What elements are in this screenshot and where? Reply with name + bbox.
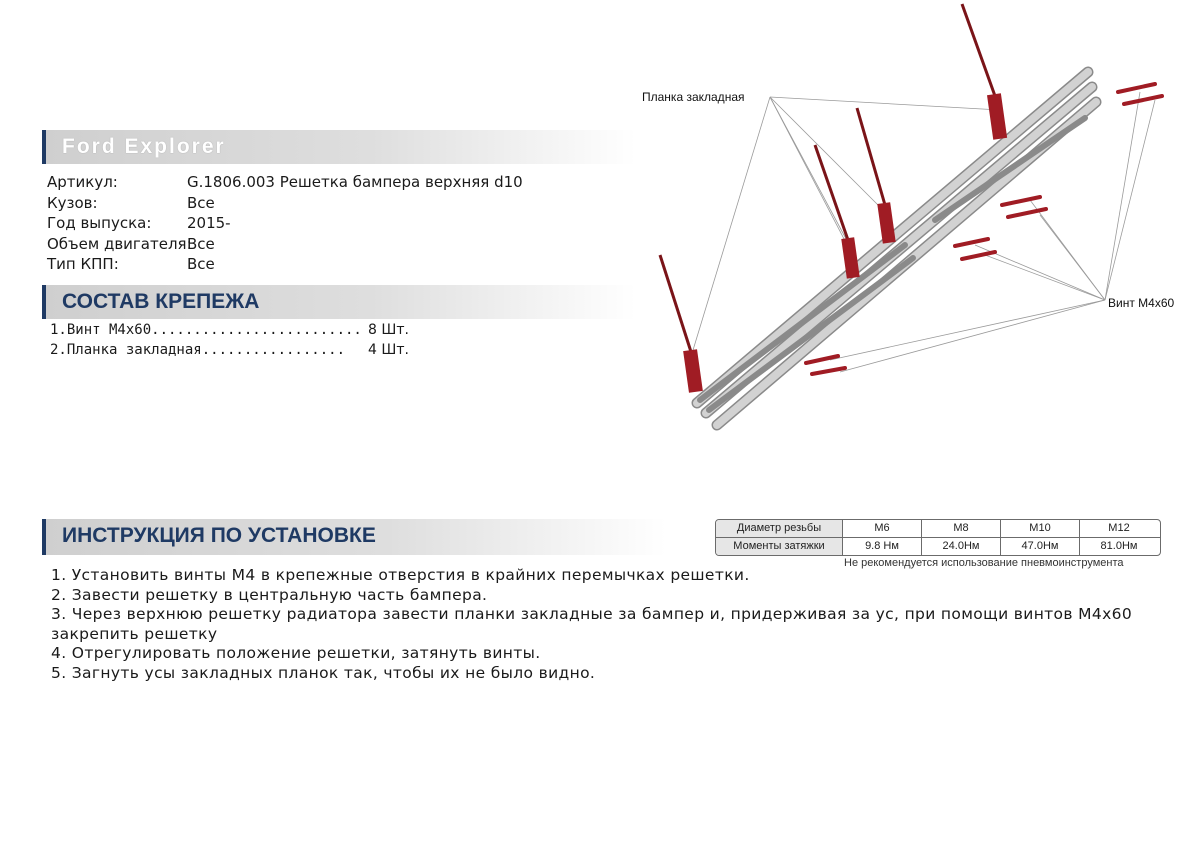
screws <box>806 84 1162 374</box>
torque-cell: 24.0Нм <box>921 538 1000 555</box>
spec-value: Все <box>187 234 215 253</box>
callout-bar-label: Планка закладная <box>642 90 745 104</box>
spec-value: G.1806.003 Решетка бампера верхняя d10 <box>187 173 523 191</box>
instructions-title: ИНСТРУКЦИЯ ПО УСТАНОВКЕ <box>62 524 376 547</box>
instruction-step: 3. Через верхнюю решетку радиатора завести планки закладные за бампер и, придерживая за ус, при помощи винтов М4х60 закрепить решетку <box>51 605 1133 643</box>
instruction-step: 5. Загнуть усы закладных планок так, чтобы их не было видно. <box>51 663 596 682</box>
callout-screw-label: Винт М4х60 <box>1108 296 1175 310</box>
list-item <box>50 340 409 360</box>
instruction-step: 2. Завести решетку в центральную часть бампера. <box>51 585 488 604</box>
fastener-name: 2.Планка закладная................. <box>50 342 346 358</box>
spec-value: Все <box>187 193 215 212</box>
torque-row-label: Моменты затяжки <box>716 538 842 555</box>
torque-row-moment <box>716 537 1160 555</box>
fastener-qty: 8 Шт. <box>368 322 409 338</box>
instruction-step: 4. Отрегулировать положение решетки, затянуть винты. <box>51 644 541 662</box>
vehicle-header <box>42 130 636 164</box>
fastener-qty: 4 Шт. <box>368 342 409 358</box>
torque-table <box>715 519 1161 556</box>
spec-label: Тип КПП: <box>47 255 119 273</box>
torque-row-label: Диаметр резьбы <box>716 520 842 537</box>
instruction-steps <box>51 566 1181 683</box>
spec-label: Год выпуска: <box>47 214 152 232</box>
torque-cell: 81.0Нм <box>1079 538 1158 555</box>
torque-cell: М8 <box>921 520 1000 537</box>
torque-row-thread <box>716 520 1160 537</box>
instruction-step: 1. Установить винты М4 в крепежные отверстия в крайних перемычках решетки. <box>51 566 750 584</box>
spec-value: Все <box>187 255 215 273</box>
torque-cell: М12 <box>1079 520 1158 537</box>
torque-note: Не рекомендуется использование пневмоинструмента <box>844 557 1124 569</box>
grille-assembly-diagram <box>640 0 1200 440</box>
spec-value: 2015- <box>187 214 231 232</box>
fasteners-title: СОСТАВ КРЕПЕЖА <box>62 290 260 313</box>
vehicle-title: Ford Explorer <box>62 135 226 158</box>
instructions-header <box>42 519 666 555</box>
torque-cell: 47.0Нм <box>1000 538 1079 555</box>
fasteners-list <box>50 320 409 360</box>
torque-cell: М6 <box>842 520 921 537</box>
grille-rods <box>697 72 1096 425</box>
fastener-name: 1.Винт М4х60......................... <box>50 322 362 338</box>
list-item <box>50 320 409 340</box>
spec-label: Объем двигателя: <box>47 234 192 253</box>
spec-label: Артикул: <box>47 173 118 191</box>
torque-cell: 9.8 Нм <box>842 538 921 555</box>
torque-cell: М10 <box>1000 520 1079 537</box>
spec-label: Кузов: <box>47 193 98 212</box>
fasteners-header <box>42 285 636 319</box>
